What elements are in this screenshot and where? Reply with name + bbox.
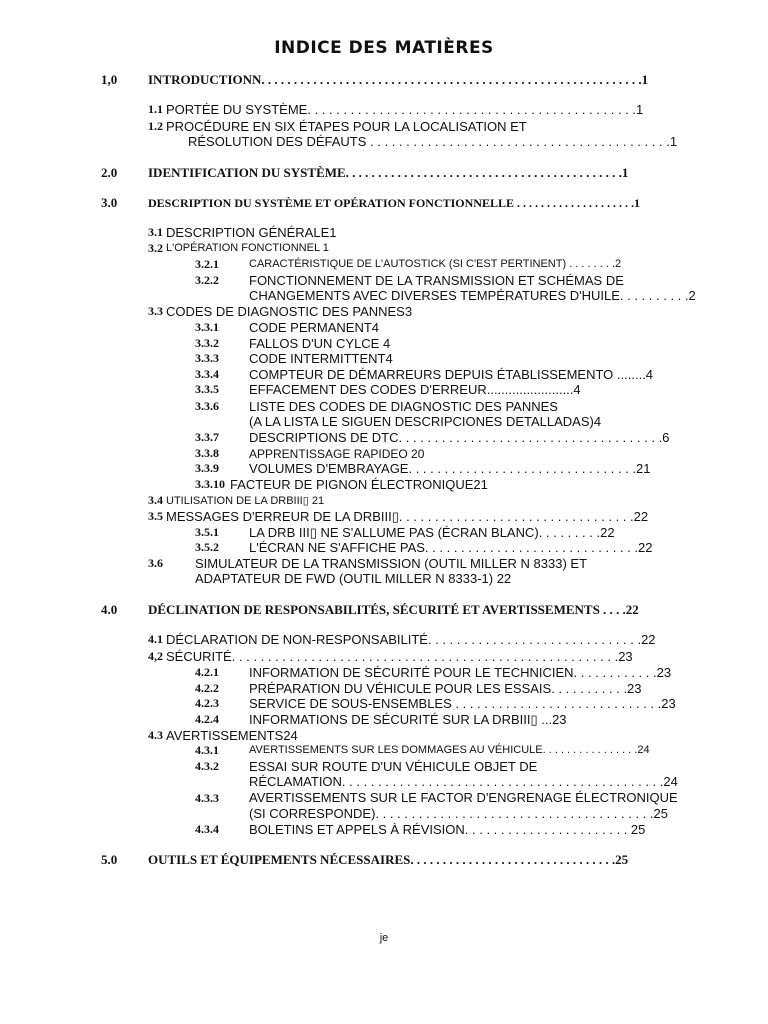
toc-number: 3.3.1 bbox=[195, 320, 219, 334]
toc-number: 3.2 bbox=[148, 241, 163, 255]
toc-number: 5.0 bbox=[101, 852, 118, 867]
toc-entry[interactable]: LISTE DES CODES DE DIAGNOSTIC DES PANNES bbox=[249, 399, 558, 414]
toc-entry[interactable]: BOLETINS ET APPELS À RÉVISION. . . . . . . . . . . . . . . . . . . . . . . 25 bbox=[249, 822, 646, 837]
toc-number: 2.0 bbox=[101, 165, 118, 180]
toc-number: 3.3.7 bbox=[195, 430, 219, 444]
toc-entry-continuation: (SI CORRESPONDE). . . . . . . . . . . . . . . . . . . . . . . . . . . . . . . . . . . . . . .25 bbox=[249, 806, 668, 821]
toc-number: 3.6 bbox=[148, 556, 163, 570]
toc-number: 4.3.1 bbox=[195, 743, 219, 757]
toc-entry[interactable]: MESSAGES D'ERREUR DE LA DRBIII▯. . . . . . . . . . . . . . . . . . . . . . . . . . . . . . . . .22 bbox=[166, 509, 649, 524]
toc-number: 3.4 bbox=[148, 493, 163, 507]
toc-entry[interactable]: VOLUMES D'EMBRAYAGE. . . . . . . . . . . . . . . . . . . . . . . . . . . . . . . .21 bbox=[249, 461, 651, 476]
toc-number: 3.3.5 bbox=[195, 382, 219, 396]
toc-number: 3.1 bbox=[148, 225, 163, 239]
toc-entry[interactable]: CODES DE DIAGNOSTIC DES PANNES3 bbox=[166, 304, 413, 319]
toc-number: 3.3.4 bbox=[195, 367, 219, 381]
toc-entry-description[interactable]: DESCRIPTION DU SYSTÈME ET OPÉRATION FONCTIONNELLE . . . . . . . . . . . . . . . . . . . .1 bbox=[148, 196, 640, 210]
toc-entry[interactable]: CODE INTERMITTENT4 bbox=[249, 351, 393, 366]
toc-number: 4.2.3 bbox=[195, 696, 219, 710]
toc-entry[interactable]: PROCÉDURE EN SIX ÉTAPES POUR LA LOCALISATION ET bbox=[166, 119, 527, 134]
toc-number: 3.3.8 bbox=[195, 446, 219, 460]
toc-entry-introduction[interactable]: INTRODUCTIONN. . . . . . . . . . . . . . . . . . . . . . . . . . . . . . . . . . . . . . . . . . . . . . . . . . . . . . . . . . .1 bbox=[148, 72, 649, 87]
toc-number: 4.3 bbox=[148, 728, 163, 742]
toc-number: 4.0 bbox=[101, 602, 118, 617]
toc-entry[interactable]: PORTÉE DU SYSTÈME. . . . . . . . . . . . . . . . . . . . . . . . . . . . . . . . . . . . . . . . . . . . . .1 bbox=[166, 102, 644, 117]
toc-entry[interactable]: SIMULATEUR DE LA TRANSMISSION (OUTIL MILLER N 8333) ET bbox=[195, 556, 588, 571]
toc-number: 3.3.2 bbox=[195, 336, 219, 350]
toc-number: 1.2 bbox=[148, 119, 163, 133]
toc-entry[interactable]: L'ÉCRAN NE S'AFFICHE PAS. . . . . . . . . . . . . . . . . . . . . . . . . . . . . .22 bbox=[249, 540, 653, 555]
toc-entry[interactable]: INFORMATION DE SÉCURITÉ POUR LE TECHNICIEN. . . . . . . . . . . .23 bbox=[249, 665, 672, 680]
toc-number: 4.2.1 bbox=[195, 665, 219, 679]
toc-entry[interactable]: DESCRIPTION GÉNÉRALE1 bbox=[166, 225, 337, 240]
toc-entry[interactable]: DESCRIPTIONS DE DTC. . . . . . . . . . . . . . . . . . . . . . . . . . . . . . . . . . . . .6 bbox=[249, 430, 670, 445]
toc-entry[interactable]: AVERTISSEMENTS SUR LES DOMMAGES AU VÉHICULE. . . . . . . . . . . . . . . .24 bbox=[249, 744, 650, 756]
toc-entry[interactable]: SÉCURITÉ. . . . . . . . . . . . . . . . . . . . . . . . . . . . . . . . . . . . . . . . . . . . . . . . . . . . . .23 bbox=[166, 649, 633, 664]
toc-number: 4.3.4 bbox=[195, 822, 219, 836]
toc-entry[interactable]: UTILISATION DE LA DRBIII▯ 21 bbox=[166, 495, 325, 507]
toc-number: 3.5.1 bbox=[195, 525, 219, 539]
toc-number: 4.2.4 bbox=[195, 712, 219, 726]
toc-entry[interactable]: FACTEUR DE PIGNON ÉLECTRONIQUE21 bbox=[230, 477, 488, 492]
toc-entry[interactable]: CARACTÉRISTIQUE DE L'AUTOSTICK (SI C'EST PERTINENT) . . . . . . . .2 bbox=[249, 258, 622, 270]
toc-number: 4.3.3 bbox=[195, 791, 219, 805]
toc-entry[interactable]: FALLOS D'UN CYLCE 4 bbox=[249, 336, 391, 351]
toc-entry[interactable]: ESSAI SUR ROUTE D'UN VÉHICULE OBJET DE bbox=[249, 759, 538, 774]
toc-number: 3.3.6 bbox=[195, 399, 219, 413]
toc-entry[interactable]: LA DRB III▯ NE S'ALLUME PAS (ÉCRAN BLANC). . . . . . . . .22 bbox=[249, 525, 615, 540]
toc-entry[interactable]: CODE PERMANENT4 bbox=[249, 320, 380, 335]
toc-number: 3.0 bbox=[101, 195, 118, 210]
toc-entry-continuation: CHANGEMENTS AVEC DIVERSES TEMPÉRATURES D'HUILE. . . . . . . . . .2 bbox=[249, 288, 696, 303]
toc-number: 3.5.2 bbox=[195, 540, 219, 554]
toc-number: 4.2.2 bbox=[195, 681, 219, 695]
toc-entry-declination[interactable]: DÉCLINATION DE RESPONSABILITÉS, SÉCURITÉ ET AVERTISSEMENTS . . . .22 bbox=[148, 602, 639, 617]
toc-number: 4.1 bbox=[148, 632, 163, 646]
toc-entry[interactable]: COMPTEUR DE DÉMARREURS DEPUIS ÉTABLISSEMENTO ........4 bbox=[249, 367, 654, 382]
toc-entry[interactable]: AVERTISSEMENTS24 bbox=[166, 728, 298, 743]
toc-entry-continuation: (A LA LISTA LE SIGUEN DESCRIPCIONES DETALLADAS)4 bbox=[249, 414, 602, 429]
toc-entry-outils[interactable]: OUTILS ET ÉQUIPEMENTS NÉCESSAIRES. . . . . . . . . . . . . . . . . . . . . . . . . . . . . . . .25 bbox=[148, 852, 629, 867]
toc-number: 3.5 bbox=[148, 509, 163, 523]
page-footer: je bbox=[379, 932, 389, 944]
toc-number: 3.3 bbox=[148, 304, 163, 318]
toc-entry[interactable]: AVERTISSEMENTS SUR LE FACTOR D'ENGRENAGE ÉLECTRONIQUE bbox=[249, 790, 678, 805]
toc-entry[interactable]: INFORMATIONS DE SÉCURITÉ SUR LA DRBIII▯ ...23 bbox=[249, 712, 567, 727]
page-title: INDICE DES MATIÈRES bbox=[274, 38, 494, 58]
toc-entry-continuation: RÉSOLUTION DES DÉFAUTS . . . . . . . . . . . . . . . . . . . . . . . . . . . . . . . . . . . . . . . . . .1 bbox=[188, 134, 678, 149]
toc-entry[interactable]: APPRENTISSAGE RAPIDEO 20 bbox=[249, 447, 425, 461]
toc-number: 3.2.1 bbox=[195, 257, 219, 271]
toc-number: 3.3.9 bbox=[195, 461, 219, 475]
toc-entry-continuation: ADAPTATEUR DE FWD (OUTIL MILLER N 8333-1) 22 bbox=[195, 571, 512, 586]
toc-number: 4,2 bbox=[148, 649, 163, 663]
toc-entry[interactable]: FONCTIONNEMENT DE LA TRANSMISSION ET SCHÉMAS DE bbox=[249, 273, 624, 288]
toc-entry-identification[interactable]: IDENTIFICATION DU SYSTÈME. . . . . . . . . . . . . . . . . . . . . . . . . . . . . . . . . . . . . . . . . . .1 bbox=[148, 165, 629, 180]
toc-number: 1,0 bbox=[101, 72, 118, 87]
toc-number: 3.3.10 bbox=[195, 477, 225, 491]
toc-entry-continuation: RÉCLAMATION. . . . . . . . . . . . . . . . . . . . . . . . . . . . . . . . . . . . . . . . . . . . .24 bbox=[249, 774, 678, 789]
toc-entry[interactable]: EFFACEMENT DES CODES D'ERREUR........................4 bbox=[249, 382, 581, 397]
toc-entry[interactable]: SERVICE DE SOUS-ENSEMBLES . . . . . . . . . . . . . . . . . . . . . . . . . . . . .23 bbox=[249, 696, 676, 711]
toc-entry[interactable]: DÉCLARATION DE NON-RESPONSABILITÉ. . . . . . . . . . . . . . . . . . . . . . . . . . . . . .22 bbox=[166, 632, 656, 647]
toc-number: 1.1 bbox=[148, 102, 163, 116]
toc-number: 3.2.2 bbox=[195, 273, 219, 287]
toc-entry[interactable]: PRÉPARATION DU VÉHICULE POUR LES ESSAIS. . . . . . . . . . .23 bbox=[249, 681, 642, 696]
toc-entry[interactable]: L'OPÉRATION FONCTIONNEL 1 bbox=[166, 242, 329, 254]
toc-number: 3.3.3 bbox=[195, 351, 219, 365]
toc-number: 4.3.2 bbox=[195, 759, 219, 773]
